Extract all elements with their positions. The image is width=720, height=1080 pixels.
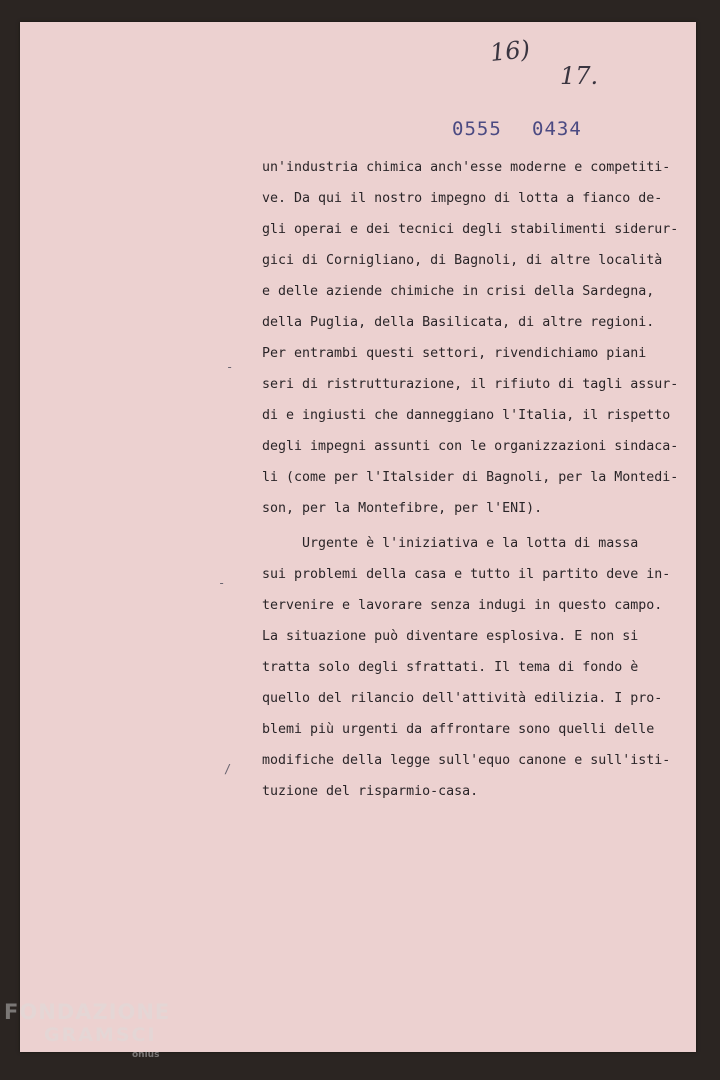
text-line: degli impegni assunti con le organizzazioni sindaca- bbox=[262, 439, 679, 454]
text-line: un'industria chimica anch'esse moderne e competiti- bbox=[262, 160, 671, 175]
document-page bbox=[20, 22, 696, 1052]
text-line: tratta solo degli sfrattati. Il tema di fondo è bbox=[262, 660, 639, 675]
archive-stamp-number-2: 0434 bbox=[532, 118, 582, 140]
text-line: e delle aziende chimiche in crisi della Sardegna, bbox=[262, 284, 655, 299]
text-line: ve. Da qui il nostro impegno di lotta a fianco de- bbox=[262, 191, 663, 206]
text-line: li (come per l'Italsider di Bagnoli, per la Montedi- bbox=[262, 470, 679, 485]
text-line: gici di Cornigliano, di Bagnoli, di altre località bbox=[262, 253, 663, 268]
text-line: tuzione del risparmio-casa. bbox=[262, 784, 479, 799]
text-line: di e ingiusti che danneggiano l'Italia, il rispetto bbox=[262, 408, 671, 423]
watermark-line-3: onlus bbox=[132, 1050, 160, 1060]
margin-mark: / bbox=[224, 762, 232, 776]
watermark-line-1: FONDAZIONE bbox=[4, 1000, 171, 1024]
watermark-line-2: GRAMSCI bbox=[44, 1024, 157, 1046]
text-line: son, per la Montefibre, per l'ENI). bbox=[262, 501, 543, 516]
text-line: La situazione può diventare esplosiva. E non si bbox=[262, 629, 639, 644]
typewritten-text bbox=[262, 160, 679, 799]
text-line: gli operai e dei tecnici degli stabilimenti siderur- bbox=[262, 222, 679, 237]
margin-mark: - bbox=[218, 576, 226, 590]
text-line: sui problemi della casa e tutto il partito deve in- bbox=[262, 567, 671, 582]
archive-stamp-number-1: 0555 bbox=[452, 118, 502, 140]
text-line: Urgente è l'iniziativa e la lotta di massa bbox=[262, 536, 639, 551]
text-line: tervenire e lavorare senza indugi in questo campo. bbox=[262, 598, 663, 613]
watermark-logo bbox=[4, 1000, 171, 1060]
text-line: della Puglia, della Basilicata, di altre regioni. bbox=[262, 315, 655, 330]
margin-mark: - bbox=[226, 360, 234, 374]
text-line: Per entrambi questi settori, rivendichiamo piani bbox=[262, 346, 647, 361]
text-line: modifiche della legge sull'equo canone e sull'isti- bbox=[262, 753, 671, 768]
text-line: quello del rilancio dell'attività edilizia. I pro- bbox=[262, 691, 663, 706]
text-line: blemi più urgenti da affrontare sono quelli delle bbox=[262, 722, 655, 737]
handwritten-page-number-17: 17. bbox=[560, 62, 599, 90]
text-line: seri di ristrutturazione, il rifiuto di tagli assur- bbox=[262, 377, 679, 392]
handwritten-page-number-16: 16) bbox=[488, 34, 532, 68]
